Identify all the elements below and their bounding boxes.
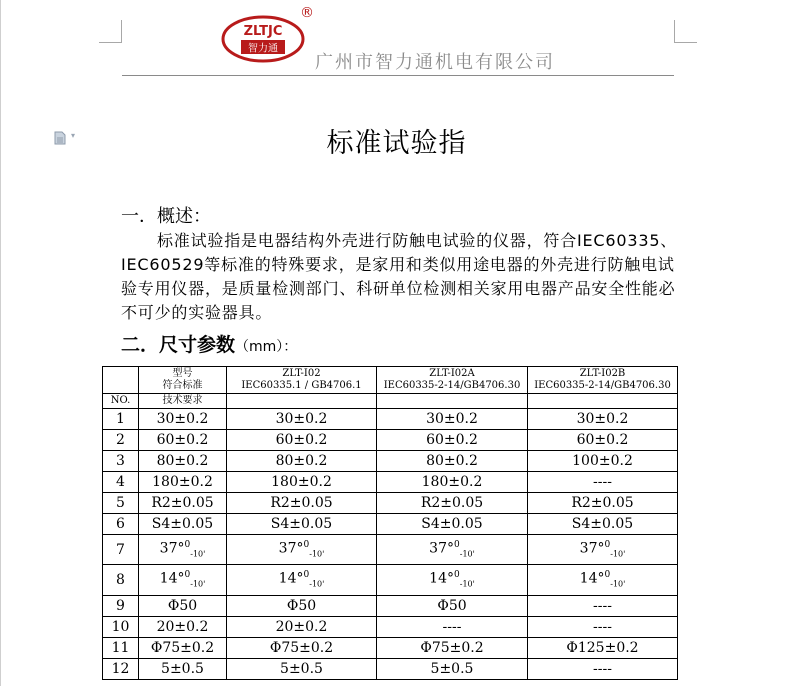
cell-value: 37° [429, 540, 454, 557]
cell-value: 20±0.2 [156, 618, 209, 635]
cell-value: 180±0.2 [421, 474, 483, 490]
tolerance-lower: -10' [610, 579, 626, 589]
table-cell [377, 451, 528, 472]
table-cell [377, 616, 528, 637]
cell-value: 60±0.2 [576, 432, 629, 448]
table-cell [528, 451, 678, 472]
table-cell [103, 409, 139, 430]
corner-model-label: 型号 [172, 368, 193, 379]
table-cell [103, 637, 139, 658]
tolerance-upper: 0 [184, 570, 191, 581]
table-cell [139, 658, 227, 679]
table-cell [227, 472, 377, 493]
tolerance-upper: 0 [303, 570, 310, 581]
table-cell [227, 658, 377, 679]
cell-value: R2±0.05 [151, 495, 214, 511]
table-cell [139, 637, 227, 658]
section1-heading: 一．概述： [121, 206, 211, 227]
section2-unit: （mm）： [235, 339, 298, 355]
cell-value: 60±0.2 [426, 432, 478, 448]
cell-value: 14° [278, 571, 304, 588]
table-cell [103, 430, 139, 451]
section2-title: 二．尺寸参数 [121, 334, 236, 356]
cell-value: ---- [442, 618, 462, 635]
cell-value: 5±0.5 [280, 660, 323, 677]
table-cell [227, 565, 377, 595]
tech-req-header: 技术要求 [139, 394, 227, 409]
table-cell [528, 535, 678, 565]
cell-value: 14° [429, 571, 454, 588]
cell-value: ---- [593, 618, 612, 635]
cell-value: 80±0.2 [275, 453, 328, 469]
logo-text: ZLTJC [243, 24, 283, 39]
tolerance-lower: -10' [610, 549, 626, 559]
cell-value: 80±0.2 [426, 453, 478, 469]
company-name: 广州市智力通机电有限公司 [315, 52, 555, 73]
table-cell [528, 472, 678, 493]
table-cell [528, 430, 678, 451]
table-cell [103, 472, 139, 493]
table-cell [377, 472, 528, 493]
table-row [103, 493, 678, 514]
cell-value: 14° [159, 571, 185, 588]
table-cell [139, 595, 227, 616]
table-cell [103, 565, 139, 595]
cell-value: 3 [116, 453, 125, 469]
tolerance-upper: 0 [604, 540, 611, 550]
table-cell [377, 658, 528, 679]
tolerance-lower: -10' [459, 549, 475, 559]
cell-value: ---- [593, 660, 612, 677]
model-name: ZLT-I02 [282, 368, 321, 379]
blank-cell [377, 394, 528, 409]
table-row [103, 514, 678, 535]
table-cell [528, 493, 678, 514]
table-row [103, 616, 678, 637]
blank-cell [528, 394, 678, 409]
cell-value: 60±0.2 [275, 432, 328, 448]
cell-value: S4±0.05 [151, 516, 214, 532]
tolerance-upper: 0 [454, 570, 460, 581]
table-cell [377, 430, 528, 451]
cell-value: 12 [111, 660, 130, 677]
cell-value: Φ50 [286, 597, 317, 614]
chevron-down-icon[interactable]: ▾ [71, 131, 76, 140]
table-cell [139, 565, 227, 595]
cell-value: 9 [116, 597, 125, 614]
cell-value: 37° [579, 540, 605, 557]
table-row [103, 430, 678, 451]
crop-mark-top-right [674, 20, 697, 43]
table-cell [528, 514, 678, 535]
table-cell [377, 535, 528, 565]
table-cell [103, 493, 139, 514]
cell-value: 2 [116, 432, 125, 448]
cell-value: S4±0.05 [421, 516, 483, 532]
cell-value: 60±0.2 [156, 432, 209, 448]
cell-value: 6 [116, 516, 125, 532]
spec-table [102, 366, 678, 680]
tolerance-lower: -10' [309, 579, 325, 589]
table-row [103, 472, 678, 493]
table-cell [528, 595, 678, 616]
cell-value: R2±0.05 [270, 495, 333, 511]
model-header [227, 367, 377, 394]
cell-value: 8 [116, 572, 125, 589]
table-cell [139, 535, 227, 565]
tolerance-upper: 0 [604, 570, 611, 581]
table-cell [139, 430, 227, 451]
cell-value: ---- [593, 597, 612, 614]
table-row [103, 565, 678, 595]
model-standard: IEC60335-2-14/GB4706.30 [383, 380, 521, 391]
section2-heading [121, 330, 297, 357]
table-cell [139, 616, 227, 637]
table-cell [139, 514, 227, 535]
cell-value: 5±0.5 [430, 660, 474, 677]
table-cell [227, 616, 377, 637]
tolerance-upper: 0 [184, 540, 191, 550]
document-title: 标准试验指 [326, 128, 467, 159]
cell-value: 30±0.2 [426, 411, 478, 427]
cell-value: 7 [116, 541, 125, 558]
cell-value: 80±0.2 [156, 453, 209, 469]
table-cell [103, 451, 139, 472]
page-left-edge [0, 0, 1, 686]
cell-value: Φ75±0.2 [150, 639, 215, 656]
table-cell [103, 514, 139, 535]
cell-value: 37° [159, 540, 185, 557]
logo-subtext: 智力通 [248, 43, 278, 55]
tolerance-lower: -10' [190, 549, 206, 559]
table-row [103, 451, 678, 472]
cell-value: 14° [579, 571, 605, 588]
table-cell [139, 409, 227, 430]
cell-value: S4±0.05 [270, 516, 333, 532]
cell-value: R2±0.05 [571, 495, 634, 511]
model-name: ZLT-I02A [429, 368, 475, 379]
table-cell [377, 409, 528, 430]
cell-value: 10 [111, 618, 130, 635]
tolerance-lower: -10' [459, 579, 475, 589]
tolerance-upper: 0 [303, 540, 310, 550]
model-standard: IEC60335-2-14/GB4706.30 [534, 380, 671, 391]
no-header: NO. [103, 394, 139, 409]
table-cell [377, 514, 528, 535]
cell-value: ---- [593, 474, 612, 490]
table-cell [227, 409, 377, 430]
cell-value: 180±0.2 [152, 474, 213, 490]
header-corner [139, 367, 227, 394]
cell-value: 30±0.2 [576, 411, 629, 427]
tolerance-lower: -10' [309, 549, 325, 559]
table-row [103, 595, 678, 616]
table-cell [103, 535, 139, 565]
cell-value: R2±0.05 [420, 495, 484, 511]
table-cell [227, 430, 377, 451]
crop-mark-top-left [99, 20, 122, 43]
cell-value: 4 [116, 474, 125, 490]
table-cell [377, 595, 528, 616]
model-header [377, 367, 528, 394]
table-cell [227, 451, 377, 472]
table-cell [103, 595, 139, 616]
cell-value: Φ75±0.2 [420, 639, 484, 656]
model-name: ZLT-I02B [579, 368, 626, 379]
header-rule [122, 75, 674, 76]
cell-value: 11 [111, 639, 130, 656]
section1-body [121, 229, 681, 325]
cell-value: 180±0.2 [271, 474, 332, 490]
table-cell [139, 493, 227, 514]
table-cell [528, 658, 678, 679]
table-cell [377, 637, 528, 658]
table-cell [227, 493, 377, 514]
table-cell [103, 658, 139, 679]
table-cell [139, 451, 227, 472]
model-standard: IEC60335.1 / GB4706.1 [241, 380, 362, 391]
table-cell [377, 493, 528, 514]
header-blank [103, 367, 139, 394]
table-cell [103, 616, 139, 637]
tolerance-lower: -10' [190, 579, 206, 589]
cell-value: 37° [278, 540, 304, 557]
section1-text: 标准试验指是电器结构外壳进行防触电试验的仪器，符合IEC60335、IEC60529等标准的特殊要求，是家用和类似用途电器的外壳进行防触电试验专用仪器，是质量检测部门、科研单位检测相关家用电器产品安全性能必不可少的实验器具。 [121, 231, 678, 322]
cell-value: 20±0.2 [275, 618, 328, 635]
table-cell [377, 565, 528, 595]
cell-value: Φ75±0.2 [269, 639, 334, 656]
table-cell [227, 514, 377, 535]
table-cell [528, 637, 678, 658]
cell-value: 30±0.2 [275, 411, 328, 427]
model-header [528, 367, 678, 394]
registered-mark: ® [300, 5, 314, 21]
table-cell [528, 409, 678, 430]
table-cell [227, 535, 377, 565]
table-row [103, 658, 678, 679]
cell-value: Φ125±0.2 [566, 639, 639, 656]
table-row [103, 409, 678, 430]
table-cell [227, 637, 377, 658]
company-logo [221, 14, 305, 64]
table-cell [528, 616, 678, 637]
cell-value: 30±0.2 [156, 411, 209, 427]
table-row [103, 637, 678, 658]
table-cell [139, 472, 227, 493]
cell-value: 100±0.2 [572, 453, 633, 469]
blank-cell [227, 394, 377, 409]
cell-value: 5±0.5 [161, 660, 204, 677]
table-cell [227, 595, 377, 616]
cell-value: Φ50 [437, 597, 467, 614]
table-cell [528, 565, 678, 595]
cell-value: 5 [116, 495, 125, 511]
corner-standard-label: 符合标准 [162, 380, 203, 391]
cell-value: S4±0.05 [571, 516, 634, 532]
cell-value: 1 [116, 411, 125, 427]
table-row [103, 535, 678, 565]
cell-value: Φ50 [167, 597, 198, 614]
tolerance-upper: 0 [454, 540, 460, 550]
